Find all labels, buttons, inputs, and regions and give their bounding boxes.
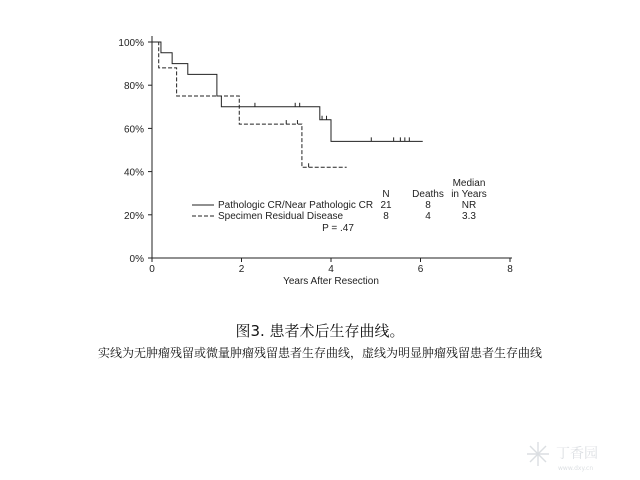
caption-body: 实线为无肿瘤残留或微量肿瘤残留患者生存曲线，虚线为明显肿瘤残留患者生存曲线 (97, 346, 542, 360)
chart-axes (118, 36, 513, 287)
series-line-1 (152, 42, 423, 141)
legend-median-value: 3.3 (462, 211, 476, 222)
x-tick-label: 2 (238, 264, 245, 275)
legend-label-1: Pathologic CR/Near Pathologic CR (218, 200, 374, 211)
y-tick-label: 40% (123, 167, 144, 179)
y-tick-label: 80% (123, 81, 144, 93)
chart-series (152, 42, 423, 167)
legend-label-2: Specimen Residual Disease (218, 211, 344, 222)
legend-header-n: N (382, 189, 390, 200)
y-tick-label: 60% (123, 124, 144, 136)
y-tick-label: 0% (129, 254, 144, 265)
legend-header-deaths: Deaths (412, 189, 444, 200)
x-tick-label: 6 (417, 264, 424, 275)
watermark-url: www.dxy.cn (558, 465, 594, 472)
x-axis-title: Years After Resection (283, 276, 379, 287)
legend-n-value: 8 (383, 211, 389, 222)
x-tick-label: 4 (328, 264, 334, 275)
x-tick-label: 0 (149, 264, 155, 275)
watermark-logo-text: 丁香园 (556, 446, 598, 462)
legend-deaths-value: 8 (425, 200, 431, 211)
y-tick-label: 20% (123, 210, 144, 222)
legend-median-value: NR (461, 200, 477, 211)
chart-legend (192, 178, 487, 234)
legend-header-median: Median in Years (451, 178, 487, 200)
dxy-watermark-logo (524, 434, 634, 474)
caption-title: 图3. 患者术后生存曲线。 (235, 322, 405, 340)
series-line-2 (152, 42, 347, 167)
x-tick-label: 8 (507, 264, 513, 275)
p-value-annotation: P = .47 (322, 223, 354, 234)
y-tick-label: 100% (118, 38, 144, 49)
legend-deaths-value: 4 (425, 211, 431, 222)
legend-n-value: 21 (380, 200, 392, 211)
